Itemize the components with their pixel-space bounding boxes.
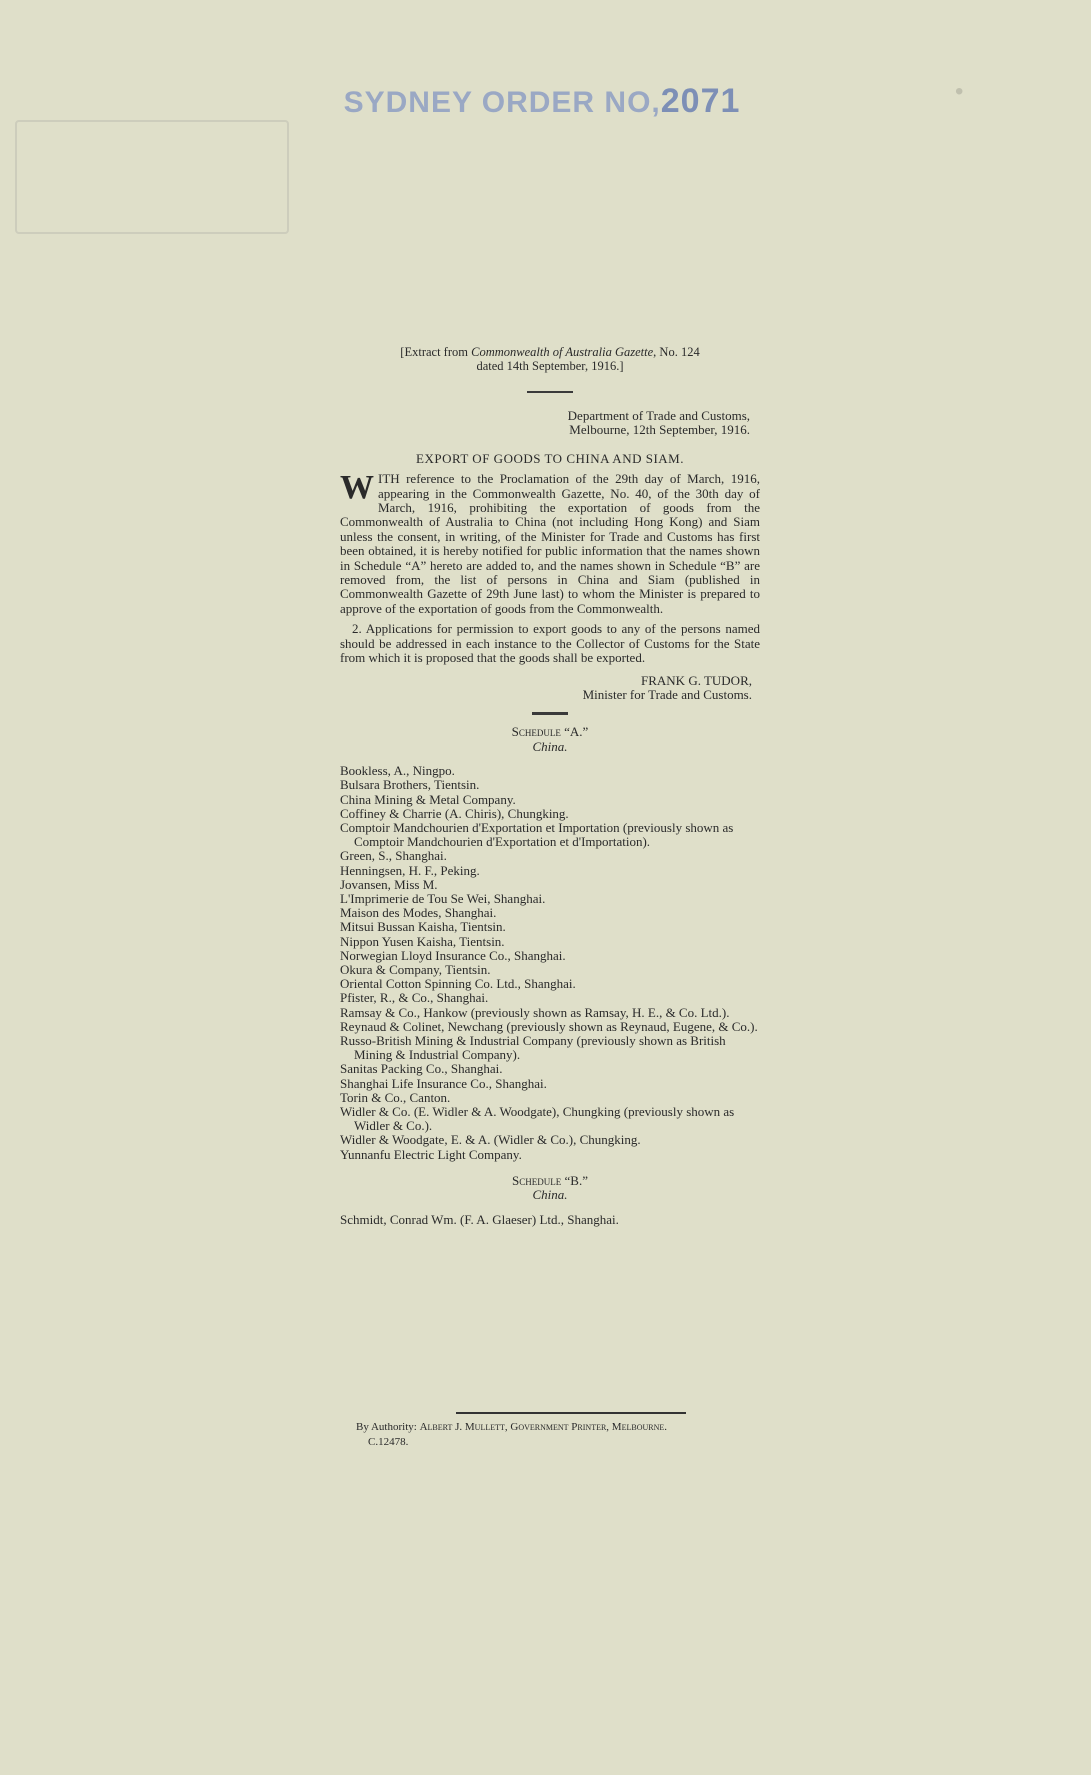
list-item: Ramsay & Co., Hankow (previously shown as Ramsay, H. E., & Co. Ltd.). (340, 1004, 730, 1020)
list-item: Bookless, A., Ningpo. (340, 763, 455, 779)
department-line-1: Department of Trade and Customs, (567, 408, 750, 423)
order-stamp (312, 82, 772, 121)
gazette-column (340, 345, 760, 1227)
list-item: Nippon Yusen Kaisha, Tientsin. (340, 933, 505, 949)
authority-prefix: By Authority: (356, 1421, 420, 1433)
signature-block (340, 674, 760, 703)
order-stamp-text: SYDNEY ORDER NO, (343, 86, 661, 119)
print-code: C.12478. (368, 1436, 409, 1448)
divider (527, 391, 573, 393)
list-item: Yunnanfu Electric Light Company. (340, 1146, 522, 1162)
list-item: Mitsui Bussan Kaisha, Tientsin. (340, 919, 506, 935)
extract-gazette: Commonwealth of Australia Gazette (471, 345, 654, 359)
list-item: Maison des Modes, Shanghai. (340, 905, 497, 921)
paragraph-1 (340, 469, 760, 616)
list-item: L'Imprimerie de Tou Se Wei, Shanghai. (340, 890, 546, 906)
schedule-a-country: China. (532, 738, 568, 754)
schedule-a-list (340, 764, 760, 1162)
extract-note (340, 345, 760, 373)
divider (532, 712, 568, 715)
list-item: Widler & Woodgate, E. & A. (Widler & Co.), Chungking. (340, 1132, 641, 1148)
list-item: Norwegian Lloyd Insurance Co., Shanghai. (340, 947, 566, 963)
signature-name: FRANK G. TUDOR, (641, 672, 752, 688)
department-block (340, 409, 760, 438)
extract-prefix: [Extract from (400, 345, 472, 359)
drop-cap: W (340, 469, 374, 507)
extract-suffix: , No. 124 (653, 345, 700, 359)
list-item: Schmidt, Conrad Wm. (F. A. Glaeser) Ltd., Shanghai. (340, 1211, 619, 1227)
list-item: Pfister, R., & Co., Shanghai. (340, 990, 489, 1006)
list-item: Comptoir Mandchourien d'Exportation et Importation (previously shown as Comptoir Mandchourien d'Exportation et d'Importation). (340, 819, 734, 850)
list-item: Oriental Cotton Spinning Co. Ltd., Shanghai. (340, 976, 576, 992)
schedule-b-list (340, 1213, 760, 1227)
list-item: Henningsen, H. F., Peking. (340, 862, 480, 878)
paragraph-2: 2. Applications for permission to export goods to any of the persons named should be addressed in each instance to the Collector of Customs for the State from which it is proposed that the goods shall be exported. (340, 621, 760, 666)
department-line-2: Melbourne, 12th September, 1916. (569, 422, 750, 438)
faint-stamp-mark (15, 120, 289, 234)
footer (356, 1412, 776, 1450)
schedule-a-title: Schedule “A.” (511, 724, 589, 740)
schedule-b-country: China. (532, 1187, 568, 1203)
list-item: Okura & Company, Tientsin. (340, 961, 491, 977)
list-item: Sanitas Packing Co., Shanghai. (340, 1061, 503, 1077)
list-item: Russo-British Mining & Industrial Company (previously shown as British Mining & Industrial Company). (340, 1032, 726, 1063)
order-stamp-number: 2071 (660, 82, 741, 120)
printer-credit: Albert J. Mullett, Government Printer, Melbourne. (419, 1421, 667, 1433)
list-item: Coffiney & Charrie (A. Chiris), Chungking. (340, 805, 569, 821)
list-item: Bulsara Brothers, Tientsin. (340, 777, 480, 793)
list-item: China Mining & Metal Company. (340, 791, 516, 807)
paragraph-1-text: ITH reference to the Proclamation of the 29th day of March, 1916, appearing in the Commonwealth Gazette, No. 40, of the 30th day of March, 1916, prohibiting the exportation of goods from the Commonwealth of Australia to China (not including Hong Kong) and Siam unless the consent, in writing, of the Minister for Trade and Customs has first been obtained, it is hereby notified for public information that the names shown in Schedule “A” hereto are added to, and the names shown in Schedule “B” are removed from, the list of persons in China and Siam (published in Commonwealth Gazette of 29th June last) to whom the Minister is prepared to approve of the exportation of goods from the Commonwealth. (340, 471, 760, 616)
list-item: Shanghai Life Insurance Co., Shanghai. (340, 1075, 547, 1091)
schedule-b-title: Schedule “B.” (512, 1172, 588, 1188)
footer-rule (456, 1412, 686, 1414)
corner-mark: • (955, 78, 964, 105)
list-item: Torin & Co., Canton. (340, 1089, 451, 1105)
list-item: Widler & Co. (E. Widler & A. Woodgate), Chungking (previously shown as Widler & Co.). (340, 1104, 735, 1134)
signature-title: Minister for Trade and Customs. (582, 686, 752, 702)
extract-dated: dated 14th September, 1916.] (476, 359, 624, 373)
list-item: Reynaud & Colinet, Newchang (previously shown as Reynaud, Eugene, & Co.). (340, 1018, 758, 1034)
list-item: Jovansen, Miss M. (340, 876, 438, 892)
list-item: Green, S., Shanghai. (340, 848, 447, 864)
notice-heading: EXPORT OF GOODS TO CHINA AND SIAM. (416, 450, 684, 466)
